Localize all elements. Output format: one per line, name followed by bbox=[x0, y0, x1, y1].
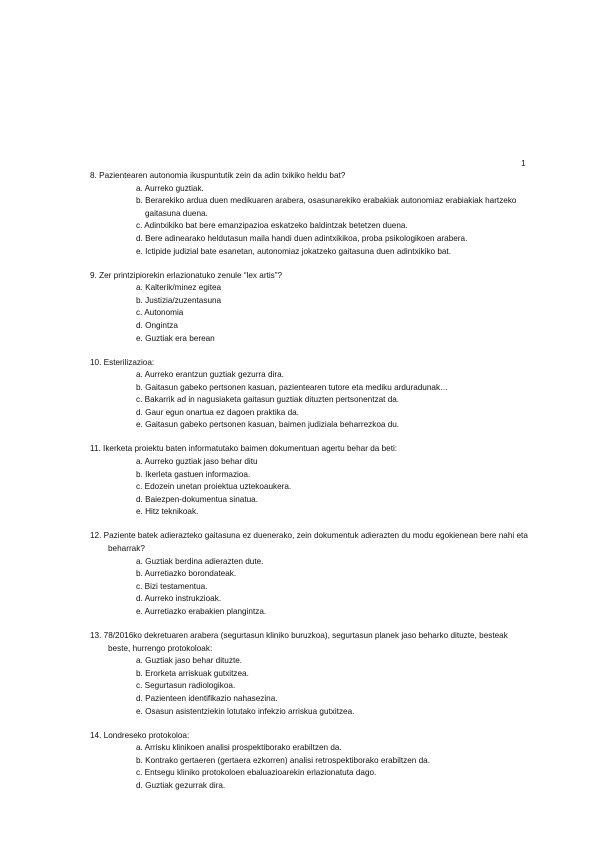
question-text: 10. Esterilizazioa: bbox=[90, 357, 155, 367]
answer-option: e. Guztiak era berean bbox=[136, 333, 215, 343]
question-13 bbox=[90, 630, 530, 718]
answer-option: c. Bizi testamentua. bbox=[136, 581, 208, 591]
answer-option: b. Berarekiko ardua duen medikuaren arabera, osasunarekiko erabakiak autonomiaz erabiakiak hartzeko gaitasuna duena. bbox=[136, 196, 517, 218]
answer-option: b. Aurretiazko borondateak. bbox=[136, 569, 237, 579]
answer-option: c. Segurtasun radiologikoa. bbox=[136, 681, 236, 691]
question-10 bbox=[90, 357, 530, 433]
answer-option: b. Gaitasun gabeko pertsonen kasuan, pazientearen tutore eta mediku arduradunak… bbox=[136, 382, 449, 392]
question-14 bbox=[90, 730, 530, 793]
answer-option: e. Ictipide judizial bate esanetan, autonomiaz jokatzeko gaitasuna duen adintxikiko bat. bbox=[136, 246, 451, 256]
answer-option: d. Ongintza bbox=[136, 320, 178, 330]
question-text: 11. Ikerketa proiektu baten informatutako baimen dokumentuan agertu behar da beti: bbox=[90, 444, 398, 454]
question-text: 14. Londreseko protokoloa: bbox=[90, 730, 190, 740]
answer-option: a. Kalterik/minez egitea bbox=[136, 283, 222, 293]
answer-option: a. Aurreko erantzun guztiak gezurra dira. bbox=[136, 370, 284, 380]
answer-option: a. Arrisku klinikoen analisi prospektiborako erabiltzen da. bbox=[136, 743, 342, 753]
answer-option: d. Aurreko instrukzioak. bbox=[136, 594, 222, 604]
answer-option: a. Aurreko guztiak jaso behar ditu bbox=[136, 457, 258, 467]
answer-option: a. Guztiak berdina adierazten dute. bbox=[136, 556, 264, 566]
answer-option: b. Erorketa arriskuak gutxitzea. bbox=[136, 668, 249, 678]
answer-option: c. Edozein unetan proiektua uztekoaukera. bbox=[136, 482, 292, 492]
answer-option: d. Pazienteen identifikazio nahasezina. bbox=[136, 693, 278, 703]
question-12 bbox=[90, 530, 530, 618]
answer-option: c. Autonomia bbox=[136, 308, 184, 318]
answer-option: c. Bakarrik ad in nagusiaketa gaitasun guztiak dituzten pertsonentzat da. bbox=[136, 395, 400, 405]
question-list bbox=[90, 170, 530, 804]
question-text: 13. 78/2016ko dekretuaren arabera (segurtasun kliniko buruzkoa), segurtasun planek jaso beharko dituzte, besteak beste, hurrengo protokoloak: bbox=[90, 630, 508, 653]
page-number: 1 bbox=[521, 158, 526, 168]
answer-option: a. Aurreko guztiak. bbox=[136, 183, 204, 193]
answer-option: d. Bere adinearako heldutasun maila handi duen adintxikikoa, proba psikologikoen arabera. bbox=[136, 233, 468, 243]
question-text: 12. Paziente batek adierazteko gaitasuna ez duenerako, zein dokumentuk adierazten du modu egokienean bere nahi eta beharrak? bbox=[90, 531, 528, 553]
answer-option: d. Gaur egun onartua ez dagoen praktika da. bbox=[136, 407, 299, 417]
question-text: 8. Pazientearen autonomia ikuspuntutik zein da adin txikiko heldu bat? bbox=[90, 171, 346, 180]
answer-option: c. Entsegu kliniko protokoloen ebaluazioarekin erlazionatuta dago. bbox=[136, 768, 377, 778]
answer-option: d. Baiezpen-dokumentua sinatua. bbox=[136, 494, 258, 504]
answer-option: e. Hitz teknikoak. bbox=[136, 507, 199, 517]
answer-option: b. Justizia/zuzentasuna bbox=[136, 295, 222, 305]
answer-option: e. Aurretiazko erabakien plangintza. bbox=[136, 606, 267, 616]
answer-option: b. Ikerleta gastuen informazioa. bbox=[136, 469, 251, 479]
question-11 bbox=[90, 443, 530, 519]
question-9 bbox=[90, 270, 530, 346]
question-8 bbox=[90, 170, 530, 258]
answer-option: d. Guztiak gezurrak dira. bbox=[136, 780, 226, 790]
answer-option: b. Kontrako gertaeren (gertaera ezkorren) analisi retrospektiborako erabiltzen da. bbox=[136, 755, 430, 765]
answer-option: a. Guztiak jaso behar dituzte. bbox=[136, 656, 243, 666]
answer-option: e. Gaitasun gabeko pertsonen kasuan, baimen judiziala beharrezkoa du. bbox=[136, 420, 400, 430]
answer-option: e. Osasun asistentziekin lotutako infekzio arriskua gutxitzea. bbox=[136, 706, 355, 716]
answer-option: c. Adintxikiko bat bere emanzipazioa eskatzeko baldintzak betetzen duena. bbox=[136, 221, 408, 231]
question-text: 9. Zer printzipiorekin erlazionatuko zenule “lex artis”? bbox=[90, 270, 283, 280]
